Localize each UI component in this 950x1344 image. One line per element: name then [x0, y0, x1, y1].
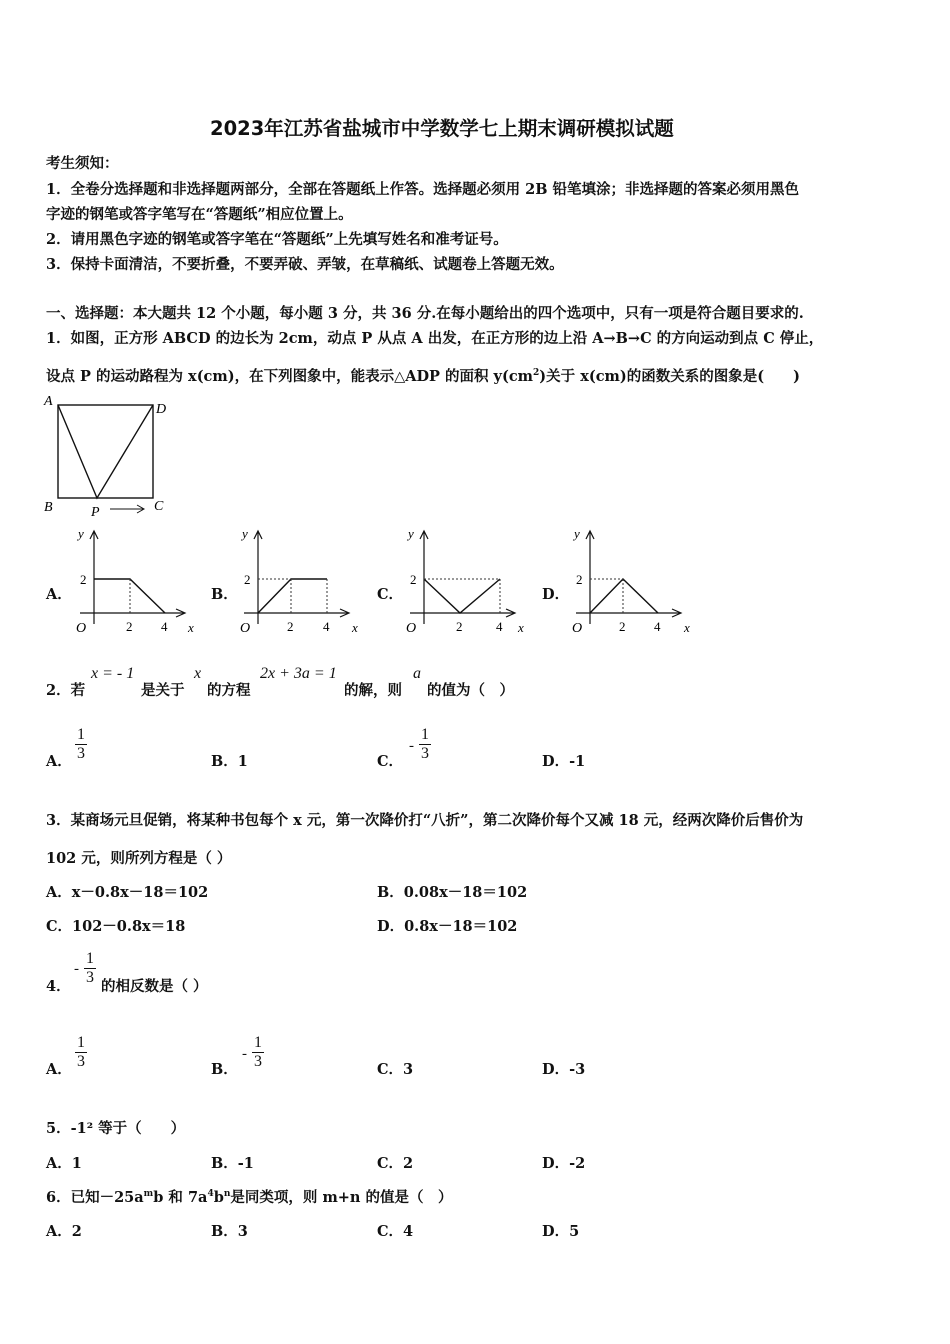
svg-text:x: x: [518, 620, 524, 635]
q3-option-c[interactable]: C．102－0.8x＝18: [46, 918, 186, 935]
graph-d[interactable]: [566, 524, 701, 642]
notice-heading: 考生须知：: [46, 155, 119, 172]
q3-stem-line1: 3．某商场元旦促销，将某种书包每个 x 元，第一次降价打“八折”，第二次降价每个又减 18 元，经两次降价后售价为: [46, 812, 804, 829]
graph-c[interactable]: [400, 524, 535, 642]
q4-option-b[interactable]: B．: [211, 1061, 238, 1078]
svg-text:y: y: [242, 526, 248, 541]
q4-option-b-sign: -: [242, 1046, 247, 1062]
q2-option-c-sign: -: [409, 738, 414, 754]
q1-stem-line2: 设点 P 的运动路程为 x(cm)，在下列图象中，能表示△ADP 的面积 $y(cm^2)$关于 x(cm)的函数关系的图象是( ): [46, 368, 800, 385]
label-d: D: [156, 402, 167, 417]
q4-fraction: $\frac{1}{3}$: [86, 950, 94, 986]
svg-text:2: 2: [619, 619, 626, 634]
svg-text:2: 2: [126, 619, 133, 634]
q4-option-c[interactable]: C．3: [377, 1061, 414, 1078]
q5-option-d[interactable]: D．-2: [542, 1155, 586, 1172]
graph-b-line: [258, 579, 327, 613]
graph-b[interactable]: [234, 524, 369, 642]
svg-text:2: 2: [287, 619, 294, 634]
q2-eq1: x = - 1: [91, 665, 135, 682]
svg-text:y: y: [574, 526, 580, 541]
q3-option-b[interactable]: B．0.08x－18＝102: [377, 884, 528, 901]
notice-line-1b: 字迹的钢笔或答字笔写在“答题纸”相应位置上。: [46, 206, 353, 223]
q2-mid1: 是关于: [141, 682, 185, 699]
q5-stem: 5．-1² 等于（ ）: [46, 1120, 186, 1137]
q4-prefix: 4．: [46, 978, 71, 995]
label-p: P: [91, 505, 100, 520]
q2-option-c-fraction: $\frac{1}{3}$: [421, 726, 429, 762]
svg-text:y: y: [78, 526, 84, 541]
q2-suffix: 的值为（ ）: [427, 682, 514, 699]
q5-option-a[interactable]: A．1: [46, 1155, 82, 1172]
q2-option-a[interactable]: A．: [46, 753, 72, 770]
q1-option-c-label[interactable]: C．: [377, 586, 404, 603]
graph-d-line: [590, 579, 658, 613]
svg-text:O: O: [76, 621, 87, 636]
svg-text:x: x: [188, 620, 194, 635]
graph-c-line: [424, 579, 500, 613]
square-figure: [40, 390, 180, 522]
notice-line-3: 3．保持卡面清洁，不要折叠，不要弄破、弄皱，在草稿纸、试题卷上答题无效。: [46, 256, 564, 273]
svg-text:2: 2: [576, 572, 583, 587]
label-b: B: [44, 500, 53, 515]
q1-option-b-label[interactable]: B．: [211, 586, 238, 603]
q2-option-c[interactable]: C．: [377, 753, 404, 770]
svg-text:O: O: [406, 621, 417, 636]
q4-sign: -: [74, 961, 79, 977]
q5-option-b[interactable]: B．-1: [211, 1155, 254, 1172]
notice-line-2: 2．请用黑色字迹的钢笔或答字笔在“答题纸”上先填写姓名和准考证号。: [46, 231, 508, 248]
q1-option-a-label[interactable]: A．: [46, 586, 72, 603]
svg-text:4: 4: [496, 619, 503, 634]
q2-mid2: 的方程: [207, 682, 251, 699]
svg-text:4: 4: [161, 619, 168, 634]
svg-text:O: O: [240, 621, 251, 636]
svg-text:2: 2: [410, 572, 417, 587]
svg-text:4: 4: [323, 619, 330, 634]
q1-stem-line1: 1．如图，正方形 ABCD 的边长为 2cm，动点 P 从点 A 出发，在正方形的边上沿 A→B→C 的方向运动到点 C 停止，: [46, 330, 824, 347]
q3-option-d[interactable]: D．0.8x－18＝102: [377, 918, 518, 935]
label-c: C: [154, 499, 164, 514]
q2-option-b[interactable]: B．1: [211, 753, 248, 770]
label-a: A: [44, 394, 53, 409]
q4-option-a[interactable]: A．: [46, 1061, 72, 1078]
q2-option-a-fraction: $\frac{1}{3}$: [77, 726, 85, 762]
notice-line-1: 1．全卷分选择题和非选择题两部分，全部在答题纸上作答。选择题必须用 2B 铅笔填涂；非选择题的答案必须用黑色: [46, 181, 800, 198]
svg-text:2: 2: [456, 619, 463, 634]
svg-text:x: x: [352, 620, 358, 635]
q2-option-d[interactable]: D．-1: [542, 753, 586, 770]
q4-option-a-fraction: $\frac{1}{3}$: [77, 1034, 85, 1070]
q3-stem-line2: 102 元，则所列方程是（ ）: [46, 850, 232, 867]
svg-text:2: 2: [80, 572, 87, 587]
q1-option-d-label[interactable]: D．: [542, 586, 570, 603]
q6-stem: 6．已知$-25a^mb$ 和 $7a^4b^n$是同类项，则 m+n 的值是（ ）: [46, 1189, 453, 1206]
q5-option-c[interactable]: C．2: [377, 1155, 414, 1172]
svg-text:O: O: [572, 621, 583, 636]
q4-option-d[interactable]: D．-3: [542, 1061, 586, 1078]
q6-option-a[interactable]: A．2: [46, 1223, 82, 1240]
svg-text:4: 4: [654, 619, 661, 634]
svg-text:x: x: [684, 620, 690, 635]
q4-suffix: 的相反数是（ ）: [101, 978, 208, 995]
svg-text:2: 2: [244, 572, 251, 587]
q2-eq2: 2x + 3a = 1: [260, 665, 337, 682]
q6-option-d[interactable]: D．5: [542, 1223, 580, 1240]
q6-option-b[interactable]: B．3: [211, 1223, 248, 1240]
section-heading: 一、选择题：本大题共 12 个小题，每小题 3 分，共 36 分.在每小题给出的四个选项中，只有一项是符合题目要求的.: [46, 305, 804, 322]
q2-mid3: 的解，则: [344, 682, 402, 699]
svg-text:y: y: [408, 526, 414, 541]
q2-prefix: 2．若: [46, 682, 86, 699]
page-title: 2023年江苏省盐城市中学数学七上期末调研模拟试题: [210, 117, 674, 140]
graph-a[interactable]: [70, 524, 205, 642]
q2-var-a: a: [413, 665, 421, 682]
q2-var-x: x: [194, 665, 202, 682]
q4-option-b-fraction: $\frac{1}{3}$: [254, 1034, 262, 1070]
q6-option-c[interactable]: C．4: [377, 1223, 414, 1240]
q3-option-a[interactable]: A．x－0.8x－18＝102: [46, 884, 209, 901]
